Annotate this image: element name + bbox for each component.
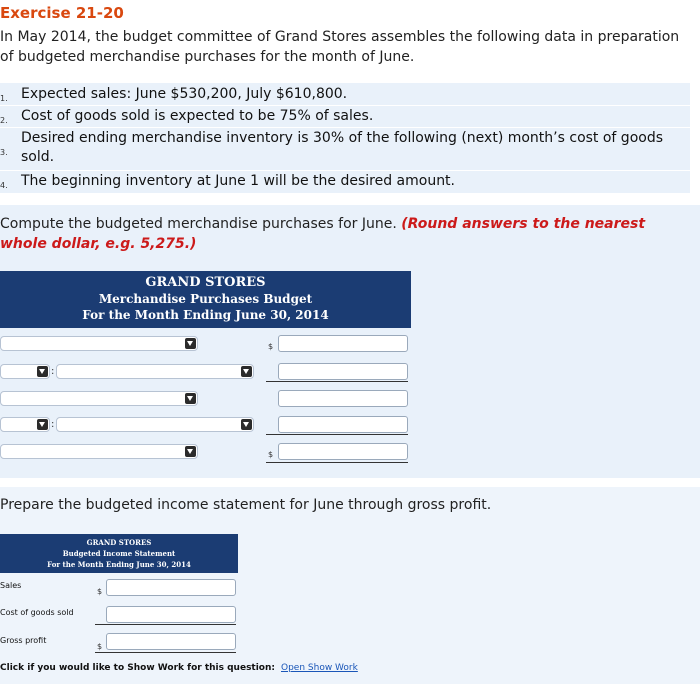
amount-input-3[interactable] bbox=[278, 390, 408, 407]
list-item-number: 3. bbox=[0, 148, 8, 157]
budget-item-select-4[interactable] bbox=[56, 417, 254, 432]
budget-item-select-2[interactable] bbox=[56, 364, 254, 379]
chevron-down-icon bbox=[185, 338, 196, 349]
amount-input-1[interactable] bbox=[278, 335, 408, 352]
chevron-down-icon bbox=[37, 419, 48, 430]
budget-item-select-5[interactable] bbox=[0, 444, 198, 459]
chevron-down-icon bbox=[185, 446, 196, 457]
currency-symbol: $ bbox=[97, 587, 103, 596]
statement-name: Merchandise Purchases Budget bbox=[98, 292, 313, 306]
company-name: GRAND STORES bbox=[86, 538, 152, 547]
cogs-amount-input[interactable] bbox=[106, 606, 236, 623]
underline bbox=[95, 624, 236, 625]
show-work-label: Click if you would like to Show Work for this question: bbox=[0, 663, 275, 673]
list-item bbox=[0, 107, 690, 127]
currency-symbol: $ bbox=[268, 342, 274, 351]
operator-select-2[interactable] bbox=[0, 364, 50, 379]
purchases-budget-header bbox=[0, 271, 411, 328]
amount-input-4[interactable] bbox=[278, 416, 408, 433]
list-item-text: The beginning inventory at June 1 will be the desired amount. bbox=[21, 173, 455, 189]
colon-separator: : bbox=[51, 366, 55, 377]
cogs-label: Cost of goods sold bbox=[0, 608, 74, 617]
list-item bbox=[0, 129, 690, 169]
list-item-text: Cost of goods sold is expected to be 75% of sales. bbox=[21, 108, 374, 124]
income-statement-panel bbox=[0, 487, 700, 684]
rounding-note: (Round answers to the nearest whole dollar, e.g. 5,275.) bbox=[0, 216, 646, 252]
chevron-down-icon bbox=[37, 366, 48, 377]
intro-text: In May 2014, the budget committee of Grand Stores assembles the following data in preparation of budgeted merchandise purchases for the month of June. bbox=[0, 29, 680, 65]
double-underline bbox=[95, 652, 236, 653]
income-prompt: Prepare the budgeted income statement for June through gross profit. bbox=[0, 497, 492, 513]
operator-select-4[interactable] bbox=[0, 417, 50, 432]
chevron-down-icon bbox=[241, 366, 252, 377]
open-show-work-link[interactable]: Open Show Work bbox=[281, 663, 358, 673]
purchases-prompt-text: Compute the budgeted merchandise purchases for June. bbox=[0, 216, 397, 232]
list-item-number: 1. bbox=[0, 94, 8, 103]
purchases-prompt bbox=[0, 214, 692, 254]
list-item-number: 4. bbox=[0, 181, 8, 190]
divider bbox=[0, 105, 690, 106]
colon-separator: : bbox=[51, 419, 55, 430]
list-item bbox=[0, 172, 690, 192]
amount-input-5[interactable] bbox=[278, 443, 408, 460]
chevron-down-icon bbox=[185, 393, 196, 404]
income-statement-header bbox=[0, 534, 238, 573]
budget-item-select-3[interactable] bbox=[0, 391, 198, 406]
sales-label: Sales bbox=[0, 581, 22, 590]
purchases-budget-panel bbox=[0, 205, 700, 478]
list-item-number: 2. bbox=[0, 116, 8, 125]
underline bbox=[266, 434, 408, 435]
sales-amount-input[interactable] bbox=[106, 579, 236, 596]
gross-profit-amount-input[interactable] bbox=[106, 633, 236, 650]
currency-symbol: $ bbox=[268, 450, 274, 459]
given-data-list bbox=[0, 83, 690, 193]
divider bbox=[0, 170, 690, 171]
statement-period: For the Month Ending June 30, 2014 bbox=[47, 560, 191, 569]
list-item-text: Desired ending merchandise inventory is 30% of the following (next) month’s cost of goods sold. bbox=[21, 130, 664, 165]
budget-item-select-1[interactable] bbox=[0, 336, 198, 351]
double-underline bbox=[266, 462, 408, 463]
list-item bbox=[0, 85, 690, 105]
underline bbox=[266, 381, 408, 382]
amount-input-2[interactable] bbox=[278, 363, 408, 380]
currency-symbol: $ bbox=[97, 642, 103, 651]
chevron-down-icon bbox=[241, 419, 252, 430]
gross-profit-label: Gross profit bbox=[0, 636, 47, 645]
company-name: GRAND STORES bbox=[145, 275, 266, 290]
list-item-text: Expected sales: June $530,200, July $610,800. bbox=[21, 86, 348, 102]
divider bbox=[0, 127, 690, 128]
statement-name: Budgeted Income Statement bbox=[62, 549, 176, 558]
statement-period: For the Month Ending June 30, 2014 bbox=[82, 308, 329, 322]
exercise-title: Exercise 21-20 bbox=[0, 4, 124, 22]
